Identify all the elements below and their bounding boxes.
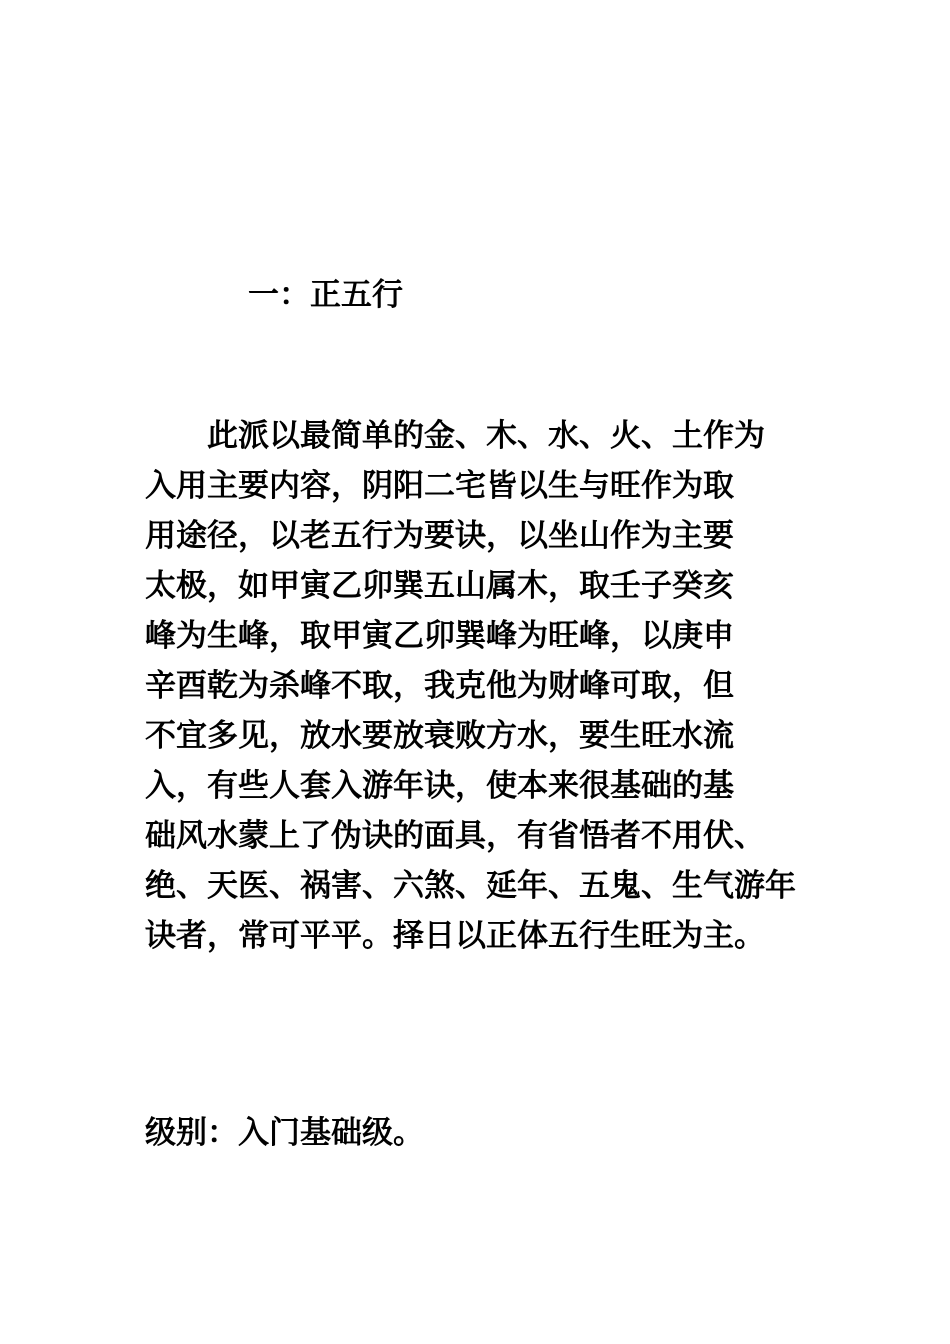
paragraph-line: 不宜多见，放水要放衰败方水，要生旺水流 bbox=[145, 718, 734, 754]
paragraph-line: 础风水蒙上了伪诀的面具，有省悟者不用伏、 bbox=[145, 818, 765, 854]
body-paragraph bbox=[145, 411, 845, 961]
level-line: 级别：入门基础级。 bbox=[145, 1115, 424, 1151]
paragraph-line: 此派以最简单的金、木、水、火、土作为 bbox=[145, 418, 765, 454]
paragraph-line: 入用主要内容，阴阳二宅皆以生与旺作为取 bbox=[145, 468, 734, 504]
paragraph-line: 绝、天医、祸害、六煞、延年、五鬼、生气游年 bbox=[145, 868, 796, 904]
paragraph-line: 入，有些人套入游年诀，使本来很基础的基 bbox=[145, 768, 734, 804]
paragraph-line: 诀者，常可平平。择日以正体五行生旺为主。 bbox=[145, 918, 765, 954]
section-heading: 一：正五行 bbox=[248, 277, 403, 313]
paragraph-line: 峰为生峰，取甲寅乙卯巽峰为旺峰，以庚申 bbox=[145, 618, 734, 654]
paragraph-line: 用途径，以老五行为要诀，以坐山作为主要 bbox=[145, 518, 734, 554]
paragraph-line: 辛酉乾为杀峰不取，我克他为财峰可取，但 bbox=[145, 668, 734, 704]
paragraph-line: 太极，如甲寅乙卯巽五山属木，取壬子癸亥 bbox=[145, 568, 734, 604]
